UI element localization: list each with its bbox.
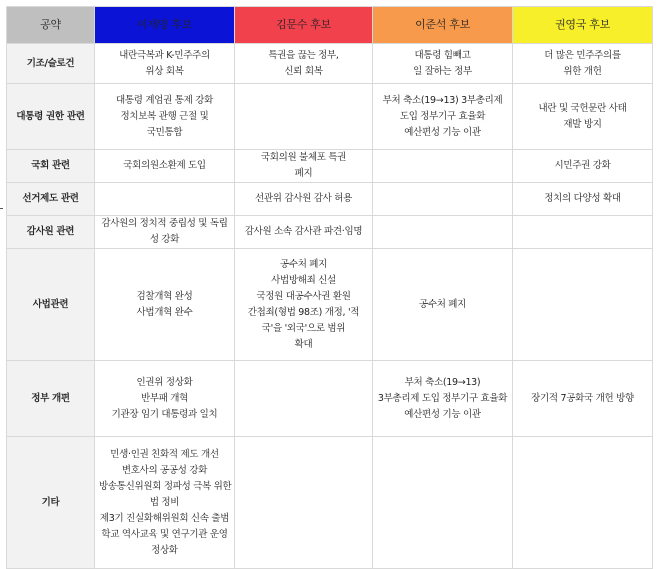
pledge-line: 3부총리제 도입 정부기구 효율화 (377, 392, 508, 404)
pledge-line: 정치보복 관행 근절 및 (120, 110, 209, 122)
pledge-line: 시민주권 강화 (554, 160, 611, 171)
pledge-line: 국민통합 (146, 126, 183, 138)
pledge-cell (95, 84, 235, 150)
pledge-row (7, 216, 653, 249)
pledge-line: 방송통신위원회 정파성 극복 위한 (99, 480, 232, 492)
pledge-row (7, 437, 653, 569)
pledge-line: 법 정비 (149, 496, 180, 508)
pledge-row (7, 361, 653, 437)
pledge-line: 내란 및 국헌문란 사태 (538, 102, 627, 114)
header-category: 공약 (7, 7, 95, 44)
pledge-line: 위상 회복 (145, 65, 184, 77)
pledge-cell (513, 150, 653, 183)
pledge-line: 예산편성 기능 이관 (404, 126, 481, 138)
pledge-line: 반부패 개혁 (140, 392, 189, 404)
pledge-cell (235, 183, 373, 216)
pledge-line: 국정원 대공수사권 환원 (256, 290, 351, 302)
pledge-row (7, 183, 653, 216)
row-category: 감사원 관련 (7, 216, 95, 249)
pledge-cell (373, 361, 513, 437)
pledge-cell (95, 183, 235, 216)
pledge-cell (95, 437, 235, 569)
pledge-cell (235, 437, 373, 569)
pledge-row (7, 44, 653, 84)
pledge-line: 도입 정부기구 효율화 (399, 110, 486, 122)
pledge-line: 감사원의 정치적 중립성 및 독립 (101, 218, 228, 229)
row-category: 기타 (7, 437, 95, 569)
pledge-cell (95, 216, 235, 249)
pledge-line: 학교 역사교육 및 연구기관 운영 (101, 528, 228, 540)
pledge-line: 검찰개혁 완성 (136, 290, 193, 302)
pledge-cell (513, 84, 653, 150)
row-category: 사법관련 (7, 249, 95, 361)
pledge-cell (235, 361, 373, 437)
pledge-row (7, 150, 653, 183)
pledge-cell (513, 216, 653, 249)
pledge-line: 기관장 임기 대통령과 일치 (111, 408, 218, 420)
edge-mark (0, 208, 3, 209)
pledge-cell (235, 216, 373, 249)
pledge-line: 인권위 정상화 (136, 376, 193, 388)
pledge-row (7, 249, 653, 361)
pledge-cell (513, 361, 653, 437)
pledge-line: 장기적 7공화국 개헌 방향 (531, 392, 634, 404)
pledge-line: 정상화 (151, 544, 178, 556)
pledge-line: 위한 개헌 (563, 65, 602, 77)
pledge-cell (235, 150, 373, 183)
pledge-line: 내란극복과 K-민주주의 (119, 49, 210, 61)
pledge-row (7, 84, 653, 150)
pledge-line: 예산편성 기능 이관 (404, 408, 481, 420)
pledge-cell (95, 361, 235, 437)
pledge-rows (7, 44, 653, 569)
pledge-line: 확대 (294, 338, 313, 350)
pledge-line: 민생·인권 친화적 제도 개선 (110, 448, 219, 460)
pledge-line: 사법방해죄 신설 (271, 274, 336, 286)
pledge-line: 일 잘하는 정부 (413, 65, 472, 77)
pledge-line: 재발 방지 (563, 118, 602, 130)
pledge-line: 대통령 힘빼고 (414, 49, 471, 61)
row-category: 선거제도 관련 (7, 183, 95, 216)
pledge-line: 부처 축소(19→13) 3부총리제 (382, 94, 503, 106)
pledge-cell (235, 249, 373, 361)
pledge-cell (235, 84, 373, 150)
pledge-cell (513, 44, 653, 84)
pledge-cell (235, 44, 373, 84)
pledge-line: 공수처 폐지 (418, 298, 467, 310)
row-category: 대통령 권한 관련 (7, 84, 95, 150)
pledge-cell (373, 437, 513, 569)
header-candidate-kwon-young-kook: 권영국 후보 (513, 7, 653, 44)
pledge-line: 감사원 소속 감사관 파견·임명 (244, 226, 363, 237)
pledge-line: 국'을 '외국'으로 범위 (261, 322, 346, 334)
pledge-cell (373, 150, 513, 183)
pledge-line: 선관위 감사원 감사 허용 (255, 193, 352, 204)
header-row (7, 7, 653, 44)
pledge-line: 사법개혁 완수 (136, 306, 193, 318)
pledge-line: 폐지 (294, 168, 313, 179)
pledge-line: 성 강화 (149, 234, 180, 245)
pledge-line: 부처 축소(19→13) (404, 376, 481, 388)
pledge-line: 국회의원 불체포 특권 (260, 152, 347, 163)
pledge-line: 국회의원소환제 도입 (123, 160, 206, 171)
pledge-cell (373, 183, 513, 216)
pledge-cell (373, 216, 513, 249)
pledge-line: 대통령 계엄권 통제 강화 (116, 94, 213, 106)
pledge-cell (373, 84, 513, 150)
pledge-cell (95, 44, 235, 84)
pledge-line: 공수처 폐지 (279, 258, 328, 270)
pledge-cell (373, 44, 513, 84)
header-candidate-lee-jae-myung: 이재명 후보 (95, 7, 235, 44)
pledge-line: 특권을 끊는 정부, (268, 49, 339, 61)
pledge-cell (95, 249, 235, 361)
row-category: 국회 관련 (7, 150, 95, 183)
pledge-line: 간첩죄(형법 98조) 개정, '적 (247, 306, 360, 318)
pledge-line: 더 많은 민주주의를 (544, 49, 621, 61)
pledge-line: 정치의 다양성 확대 (544, 193, 621, 204)
pledge-line: 신뢰 회복 (284, 65, 323, 77)
row-category: 기조/슬로건 (7, 44, 95, 84)
header-candidate-kim-moon-soo: 김문수 후보 (235, 7, 373, 44)
header-candidate-lee-jun-seok: 이준석 후보 (373, 7, 513, 44)
pledge-cell (513, 183, 653, 216)
pledge-line: 변호사의 공공성 강화 (121, 464, 208, 476)
pledge-cell (373, 249, 513, 361)
pledge-cell (513, 249, 653, 361)
pledge-cell (513, 437, 653, 569)
pledge-line: 제3기 진실화해위원회 신속 출범 (99, 512, 230, 524)
row-category: 정부 개편 (7, 361, 95, 437)
pledge-cell (95, 150, 235, 183)
pledge-table (6, 6, 653, 569)
